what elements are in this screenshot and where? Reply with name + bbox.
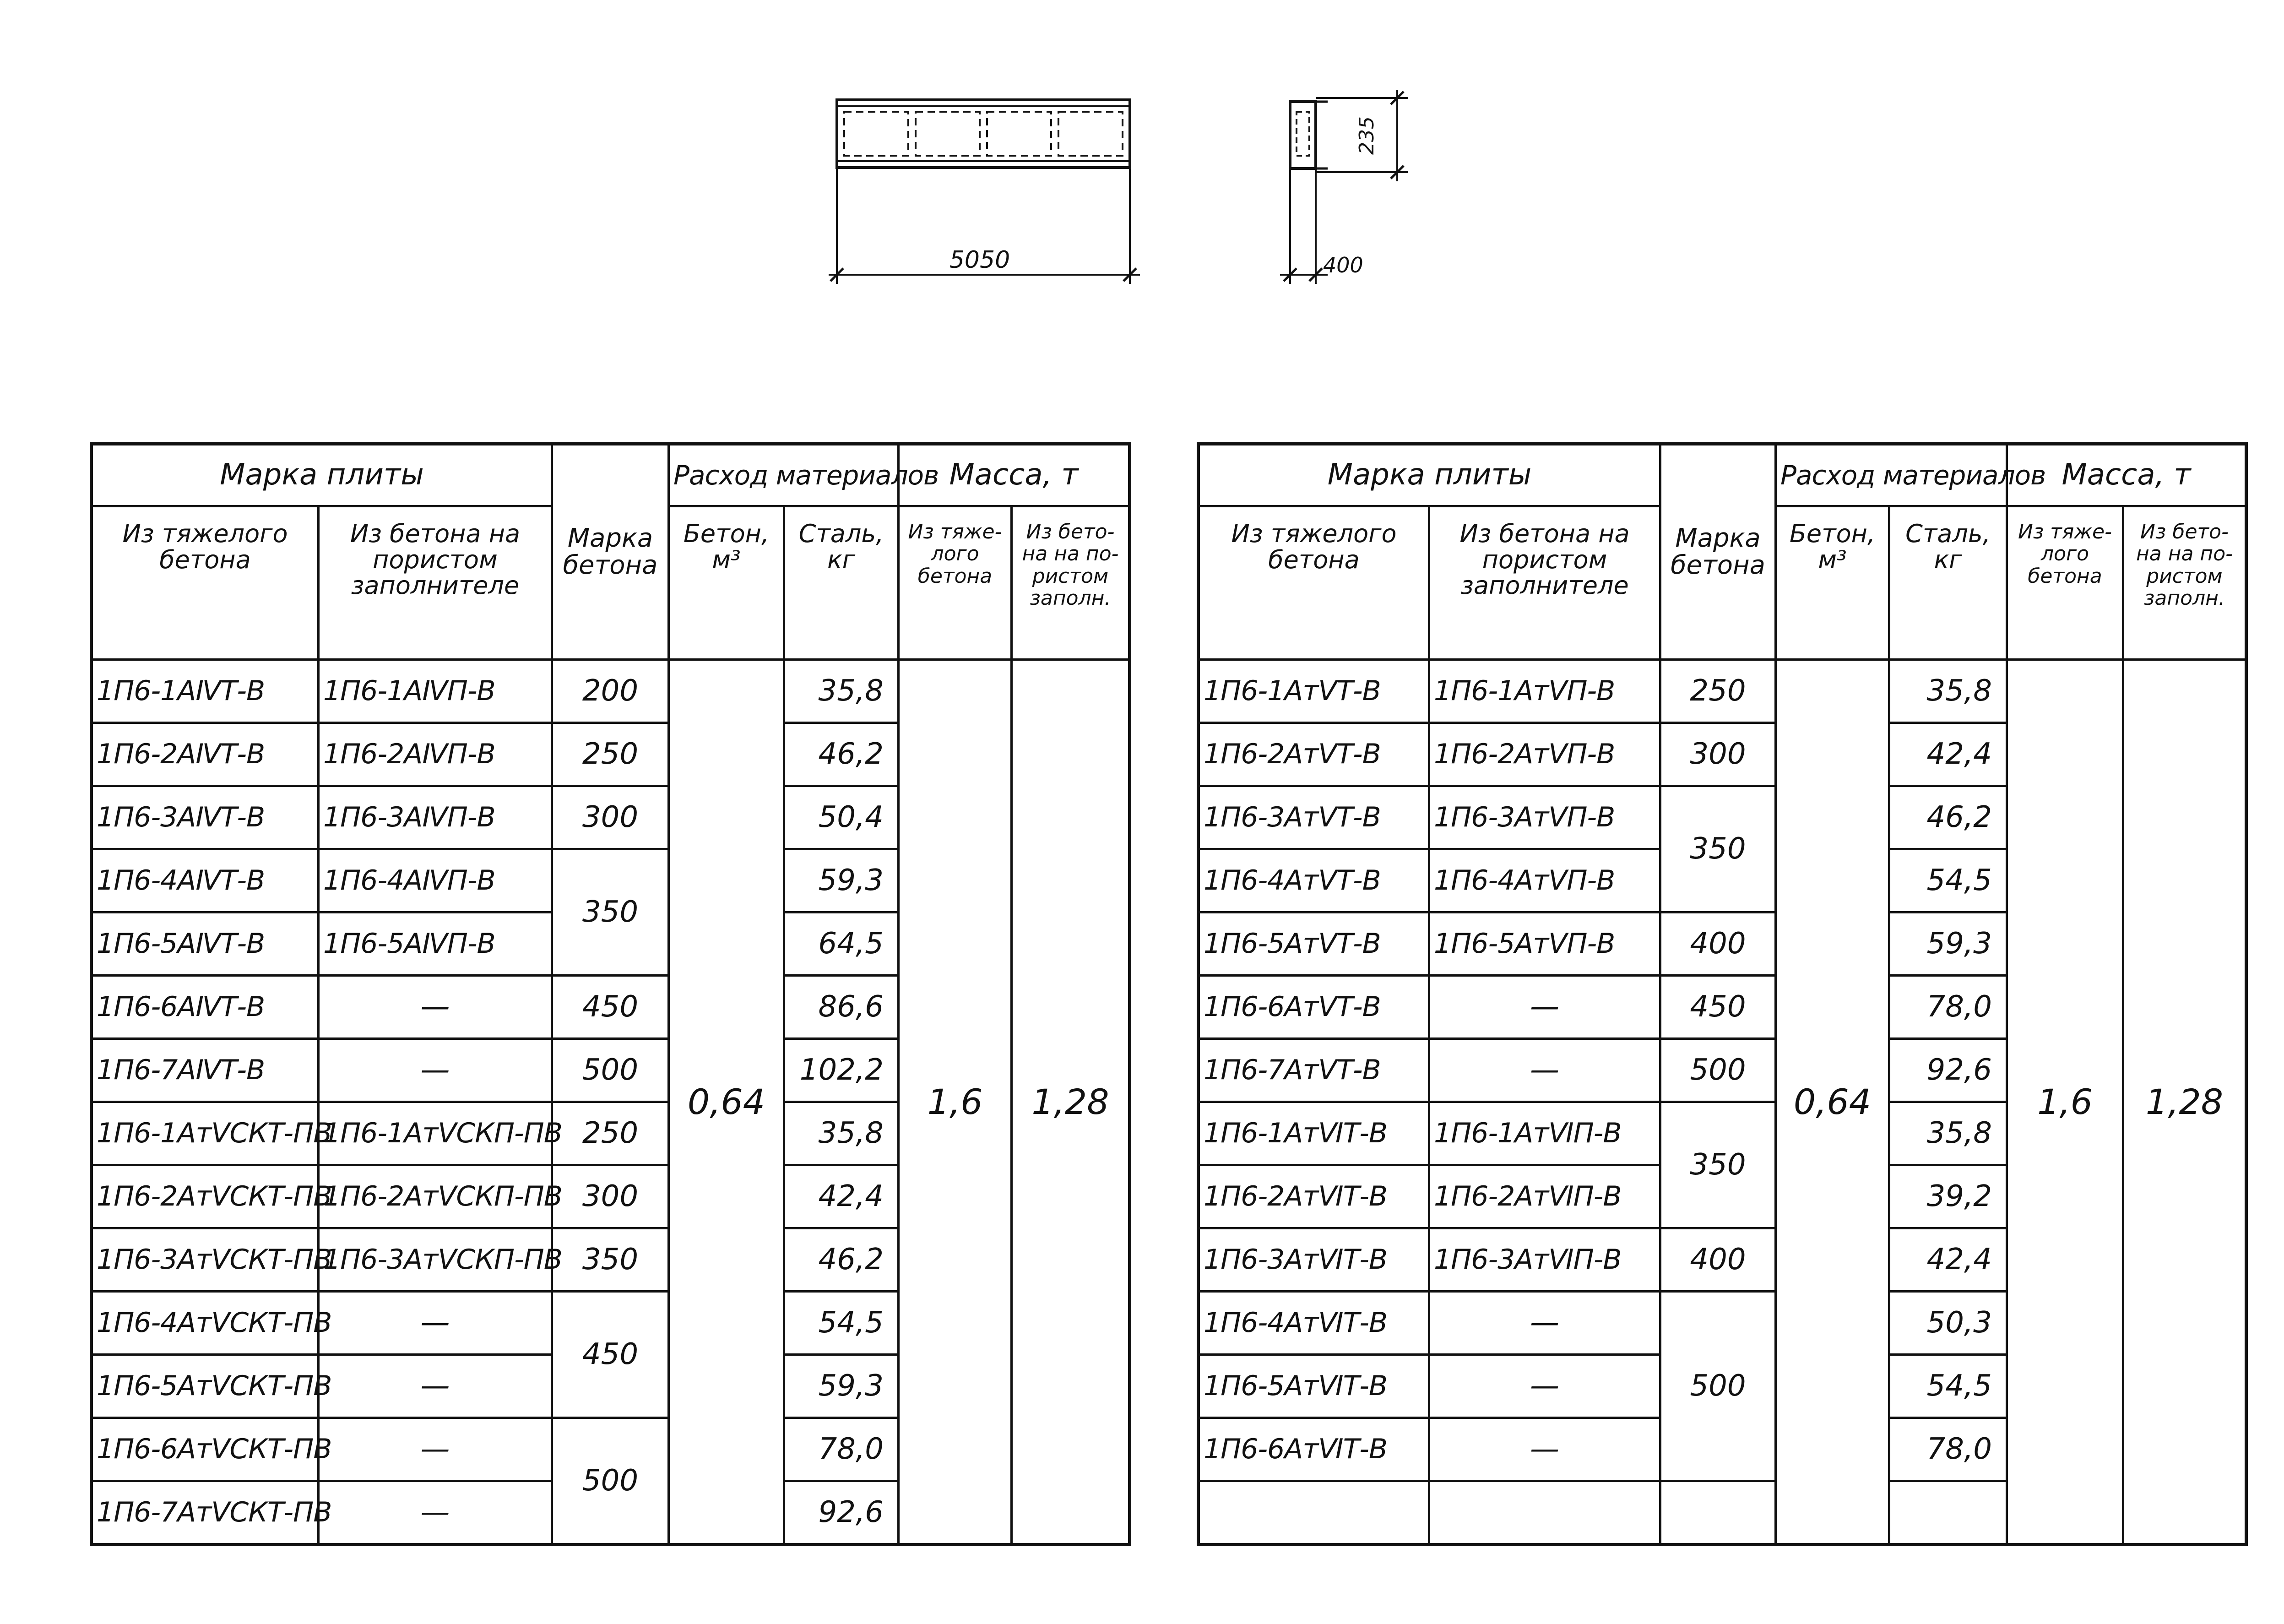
header-concrete-grade: Марка бетона	[1660, 444, 1776, 660]
empty-cell	[1889, 1481, 2007, 1545]
width-dimension-label: 400	[1323, 253, 1363, 277]
concrete-grade: 300	[552, 1165, 669, 1228]
porous-code: 1П6-1АⅣП-В	[319, 660, 552, 723]
porous-code: —	[1429, 1039, 1660, 1102]
heavy-code: 1П6-6АтⅥТ-В	[1199, 1418, 1429, 1481]
header-concrete-volume: Бетон, м³	[669, 506, 784, 660]
header-materials: Расход материалов	[1776, 444, 2007, 506]
heavy-code: 1П6-1АтⅤТ-В	[1199, 660, 1429, 723]
steel-value: 54,5	[1889, 1355, 2007, 1418]
steel-value: 102,2	[784, 1039, 899, 1102]
porous-code: —	[319, 976, 552, 1039]
concrete-grade: 350	[552, 1228, 669, 1292]
heavy-code: 1П6-4АтⅥТ-В	[1199, 1292, 1429, 1355]
steel-value: 92,6	[1889, 1039, 2007, 1102]
header-heavy-concrete: Из тяжелого бетона	[92, 506, 319, 660]
concrete-grade: 400	[1660, 1228, 1776, 1292]
porous-code: 1П6-5АтⅤП-В	[1429, 912, 1660, 976]
header-mass-heavy: Из тяже-лого бетона	[2007, 506, 2123, 660]
porous-code: —	[1429, 976, 1660, 1039]
heavy-code: 1П6-1АтⅤСКТ-ПВ	[92, 1102, 319, 1165]
porous-code: —	[1429, 1355, 1660, 1418]
heavy-code: 1П6-2АⅣТ-В	[92, 723, 319, 786]
table-row	[1199, 660, 2246, 723]
heavy-code: 1П6-4АтⅤСКТ-ПВ	[92, 1292, 319, 1355]
concrete-grade: 450	[1660, 976, 1776, 1039]
empty-cell	[1429, 1481, 1660, 1545]
heavy-code: 1П6-3АтⅤСКТ-ПВ	[92, 1228, 319, 1292]
heavy-code: 1П6-3АтⅥТ-В	[1199, 1228, 1429, 1292]
slab-section-outline	[1290, 102, 1316, 168]
steel-value: 35,8	[784, 1102, 899, 1165]
steel-value: 46,2	[1889, 786, 2007, 849]
header-steel: Сталь, кг	[1889, 506, 2007, 660]
header-mass-heavy: Из тяже-лого бетона	[899, 506, 1012, 660]
empty-cell	[1660, 1481, 1776, 1545]
concrete-grade: 300	[552, 786, 669, 849]
concrete-grade: 450	[552, 976, 669, 1039]
concrete-grade: 500	[1660, 1292, 1776, 1481]
heavy-code: 1П6-7АтⅤСКТ-ПВ	[92, 1481, 319, 1545]
steel-value: 78,0	[1889, 1418, 2007, 1481]
left-specification-table	[90, 442, 1131, 1546]
concrete-grade: 350	[1660, 786, 1776, 912]
header-porous-concrete: Из бетона на пористом заполнителе	[1429, 506, 1660, 660]
heavy-code: 1П6-7АⅣТ-В	[92, 1039, 319, 1102]
heavy-code: 1П6-4АтⅤТ-В	[1199, 849, 1429, 912]
header-porous-concrete: Из бетона на пористом заполнителе	[319, 506, 552, 660]
porous-code: —	[319, 1418, 552, 1481]
heavy-code: 1П6-2АтⅤСКТ-ПВ	[92, 1165, 319, 1228]
heavy-code: 1П6-1АтⅥТ-В	[1199, 1102, 1429, 1165]
concrete-grade: 500	[552, 1418, 669, 1545]
steel-value: 50,4	[784, 786, 899, 849]
concrete-grade: 300	[1660, 723, 1776, 786]
steel-value: 59,3	[1889, 912, 2007, 976]
concrete-grade: 500	[552, 1039, 669, 1102]
porous-code: 1П6-3АⅣП-В	[319, 786, 552, 849]
heavy-code: 1П6-2АтⅥТ-В	[1199, 1165, 1429, 1228]
header-heavy-concrete: Из тяжелого бетона	[1199, 506, 1429, 660]
heavy-code: 1П6-3АⅣТ-В	[92, 786, 319, 849]
slab-cavities	[844, 112, 1123, 156]
porous-code: —	[319, 1481, 552, 1545]
porous-code: 1П6-2АⅣП-В	[319, 723, 552, 786]
heavy-code: 1П6-5АтⅤТ-В	[1199, 912, 1429, 976]
porous-code: 1П6-4АⅣП-В	[319, 849, 552, 912]
header-marka-plity: Марка плиты	[92, 444, 552, 506]
heavy-code: 1П6-5АⅣТ-В	[92, 912, 319, 976]
header-steel: Сталь, кг	[784, 506, 899, 660]
concrete-volume-value: 0,64	[1776, 660, 1889, 1545]
steel-value: 54,5	[1889, 849, 2007, 912]
porous-code: —	[319, 1039, 552, 1102]
porous-code: —	[1429, 1292, 1660, 1355]
heavy-code: 1П6-7АтⅤТ-В	[1199, 1039, 1429, 1102]
mass-porous-value: 1,28	[2123, 660, 2246, 1545]
mass-porous-value: 1,28	[1012, 660, 1130, 1545]
steel-value: 42,4	[784, 1165, 899, 1228]
steel-value: 59,3	[784, 1355, 899, 1418]
concrete-grade: 250	[552, 723, 669, 786]
steel-value: 92,6	[784, 1481, 899, 1545]
right-specification-table	[1197, 442, 2248, 1546]
heavy-code: 1П6-5АтⅤСКТ-ПВ	[92, 1355, 319, 1418]
porous-code: —	[1429, 1418, 1660, 1481]
header-concrete-volume: Бетон, м³	[1776, 506, 1889, 660]
concrete-grade: 200	[552, 660, 669, 723]
porous-code: 1П6-5АⅣП-В	[319, 912, 552, 976]
height-dimension-label: 235	[1355, 116, 1378, 155]
porous-code: —	[319, 1292, 552, 1355]
porous-code: 1П6-2АтⅥП-В	[1429, 1165, 1660, 1228]
slab-elevation-outline	[837, 100, 1130, 168]
steel-value: 39,2	[1889, 1165, 2007, 1228]
steel-value: 59,3	[784, 849, 899, 912]
heavy-code: 1П6-6АтⅤСКТ-ПВ	[92, 1418, 319, 1481]
length-dimension-label: 5050	[949, 246, 1010, 274]
steel-value: 46,2	[784, 1228, 899, 1292]
header-mass: Масса, т	[899, 444, 1130, 506]
heavy-code: 1П6-2АтⅤТ-В	[1199, 723, 1429, 786]
steel-value: 35,8	[784, 660, 899, 723]
porous-code: 1П6-1АтⅥП-В	[1429, 1102, 1660, 1165]
header-mass-porous: Из бето-на на по-ристом заполн.	[1012, 506, 1130, 660]
steel-value: 35,8	[1889, 660, 2007, 723]
porous-code: 1П6-3АтⅤСКП-ПВ	[319, 1228, 552, 1292]
porous-code: 1П6-3АтⅥП-В	[1429, 1228, 1660, 1292]
table-row	[92, 660, 1130, 723]
steel-value: 46,2	[784, 723, 899, 786]
heavy-code: 1П6-1АⅣТ-В	[92, 660, 319, 723]
concrete-grade: 500	[1660, 1039, 1776, 1102]
concrete-volume-value: 0,64	[669, 660, 784, 1545]
header-mass-porous: Из бето-на на по-ристом заполн.	[2123, 506, 2246, 660]
steel-value: 50,3	[1889, 1292, 2007, 1355]
concrete-grade: 350	[552, 849, 669, 976]
porous-code: 1П6-1АтⅤСКП-ПВ	[319, 1102, 552, 1165]
porous-code: 1П6-1АтⅤП-В	[1429, 660, 1660, 723]
concrete-grade: 250	[1660, 660, 1776, 723]
steel-value: 86,6	[784, 976, 899, 1039]
header-marka-plity: Марка плиты	[1199, 444, 1660, 506]
heavy-code: 1П6-5АтⅥТ-В	[1199, 1355, 1429, 1418]
header-materials: Расход материалов	[669, 444, 899, 506]
porous-code: 1П6-4АтⅤП-В	[1429, 849, 1660, 912]
mass-heavy-value: 1,6	[899, 660, 1012, 1545]
steel-value: 42,4	[1889, 1228, 2007, 1292]
porous-code: 1П6-3АтⅤП-В	[1429, 786, 1660, 849]
heavy-code: 1П6-3АтⅤТ-В	[1199, 786, 1429, 849]
concrete-grade: 250	[552, 1102, 669, 1165]
steel-value: 42,4	[1889, 723, 2007, 786]
porous-code: —	[319, 1355, 552, 1418]
concrete-grade: 450	[552, 1292, 669, 1418]
heavy-code: 1П6-4АⅣТ-В	[92, 849, 319, 912]
concrete-grade: 400	[1660, 912, 1776, 976]
steel-value: 78,0	[784, 1418, 899, 1481]
steel-value: 35,8	[1889, 1102, 2007, 1165]
empty-cell	[1199, 1481, 1429, 1545]
porous-code: 1П6-2АтⅤСКП-ПВ	[319, 1165, 552, 1228]
header-concrete-grade: Марка бетона	[552, 444, 669, 660]
mass-heavy-value: 1,6	[2007, 660, 2123, 1545]
steel-value: 54,5	[784, 1292, 899, 1355]
header-mass: Масса, т	[2007, 444, 2246, 506]
heavy-code: 1П6-6АтⅤТ-В	[1199, 976, 1429, 1039]
steel-value: 64,5	[784, 912, 899, 976]
heavy-code: 1П6-6АⅣТ-В	[92, 976, 319, 1039]
porous-code: 1П6-2АтⅤП-В	[1429, 723, 1660, 786]
steel-value: 78,0	[1889, 976, 2007, 1039]
concrete-grade: 350	[1660, 1102, 1776, 1228]
